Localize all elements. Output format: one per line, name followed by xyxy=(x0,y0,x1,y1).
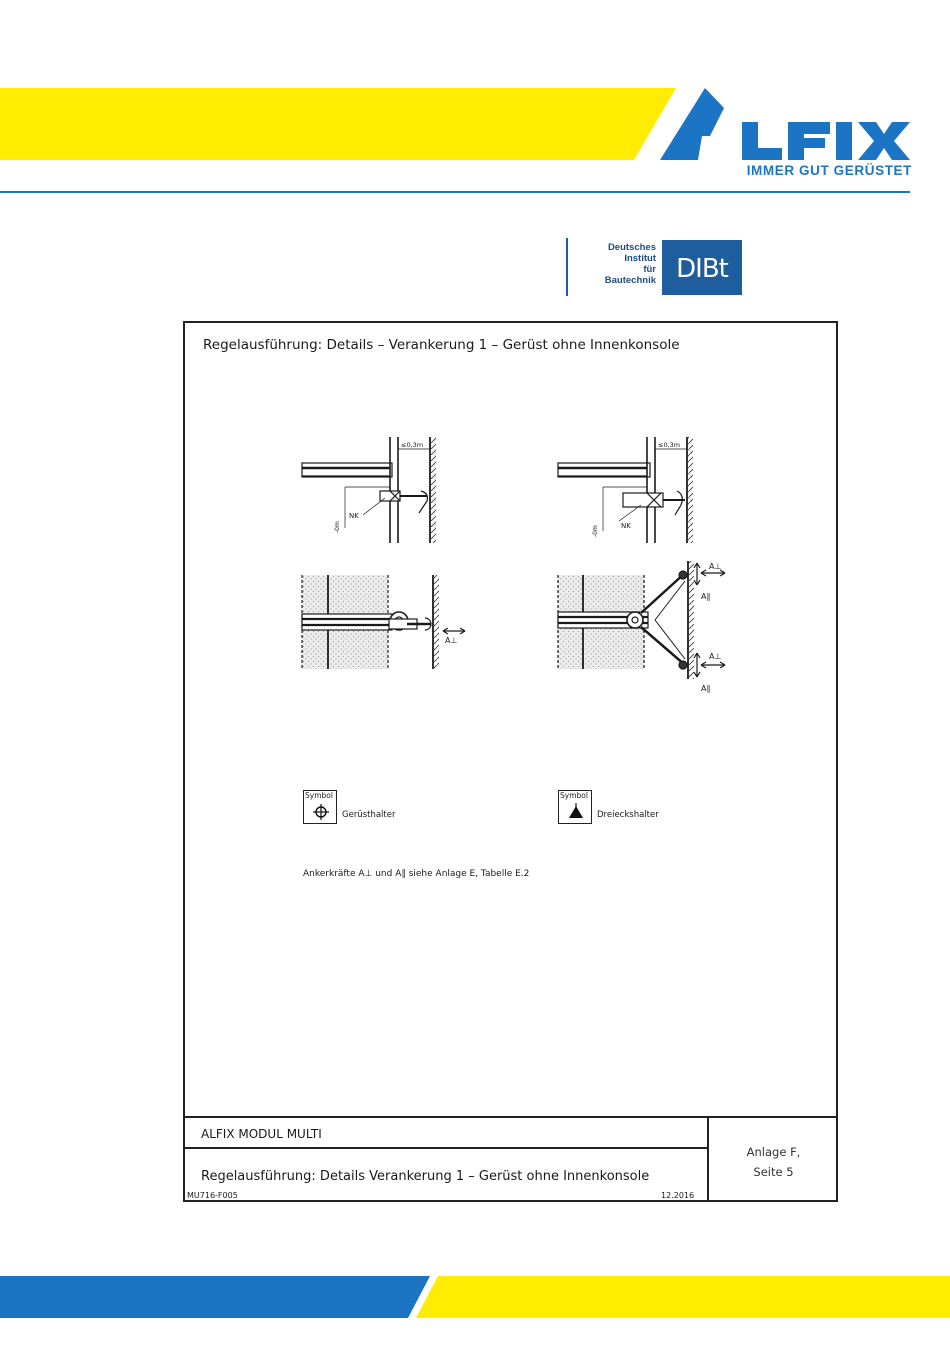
dim-label-right: ≤0,3m xyxy=(658,441,681,449)
title-block-top-rule xyxy=(185,1116,838,1118)
title-block-title: Regelausführung: Details Verankerung 1 – Gerüst ohne Innenkonsole xyxy=(201,1169,650,1184)
title-block-code: MU716-F005 xyxy=(187,1191,238,1200)
title-block-divider xyxy=(707,1116,709,1202)
symbol-box-label: Symbol xyxy=(560,791,588,800)
detail-elevation-left xyxy=(302,437,436,543)
footer-yellow-stripe xyxy=(416,1276,950,1318)
axis-label-right: -0m xyxy=(592,525,599,537)
detail-plan-left xyxy=(302,575,465,669)
symbol-box-scaffold-holder xyxy=(303,790,337,824)
title-block-page: Seite 5 xyxy=(753,1165,794,1179)
force-par-label-bottom: A∥ xyxy=(701,684,711,693)
force-perp-label-top: A⊥ xyxy=(709,562,722,571)
title-block-project: ALFIX MODUL MULTI xyxy=(201,1127,322,1141)
alfix-wordmark xyxy=(742,122,910,160)
dibt-divider xyxy=(566,238,568,296)
symbol-box-triangle-holder xyxy=(558,790,592,824)
dim-label-left: ≤0,3m xyxy=(401,441,424,449)
force-par-label-top: A∥ xyxy=(701,592,711,601)
dibt-name: Deutsches Institut für Bautechnik xyxy=(604,242,656,286)
triangle-icon xyxy=(567,803,585,821)
force-perp-label-bottom: A⊥ xyxy=(709,652,722,661)
anchor-forces-note: Ankerkräfte A⊥ und A∥ siehe Anlage E, Tabelle E.2 xyxy=(303,869,530,879)
axis-label-left: -0m xyxy=(334,521,341,533)
crosshair-icon xyxy=(312,803,330,821)
symbol-box-label: Symbol xyxy=(305,791,333,800)
anchoring-details-drawing xyxy=(185,323,836,843)
drawing-title: Regelausführung: Details – Verankerung 1 – Gerüst ohne Innenkonsole xyxy=(203,337,680,353)
nk-label-left: NK xyxy=(349,512,359,520)
title-block-annex: Anlage F, xyxy=(746,1145,801,1159)
footer-blue-stripe xyxy=(0,1276,430,1318)
brand-slogan: IMMER GUT GERÜSTET xyxy=(746,163,912,178)
footer-band xyxy=(0,1276,950,1318)
header-yellow-stripe xyxy=(0,88,676,160)
dibt-logo xyxy=(566,238,744,296)
dibt-abbrev: DIBt xyxy=(662,240,742,295)
title-block-date: 12.2016 xyxy=(661,1191,695,1200)
nk-label-right: NK xyxy=(621,522,631,530)
detail-plan-right xyxy=(558,561,725,679)
title-block-mid-rule xyxy=(185,1147,708,1149)
header-blue-rule xyxy=(0,191,910,193)
symbol-label-triangle-holder: Dreieckshalter xyxy=(597,810,659,820)
symbol-label-scaffold-holder: Gerüsthalter xyxy=(342,810,396,820)
force-perp-label-plan-left: A⊥ xyxy=(445,636,458,645)
drawing-frame xyxy=(183,321,838,1202)
